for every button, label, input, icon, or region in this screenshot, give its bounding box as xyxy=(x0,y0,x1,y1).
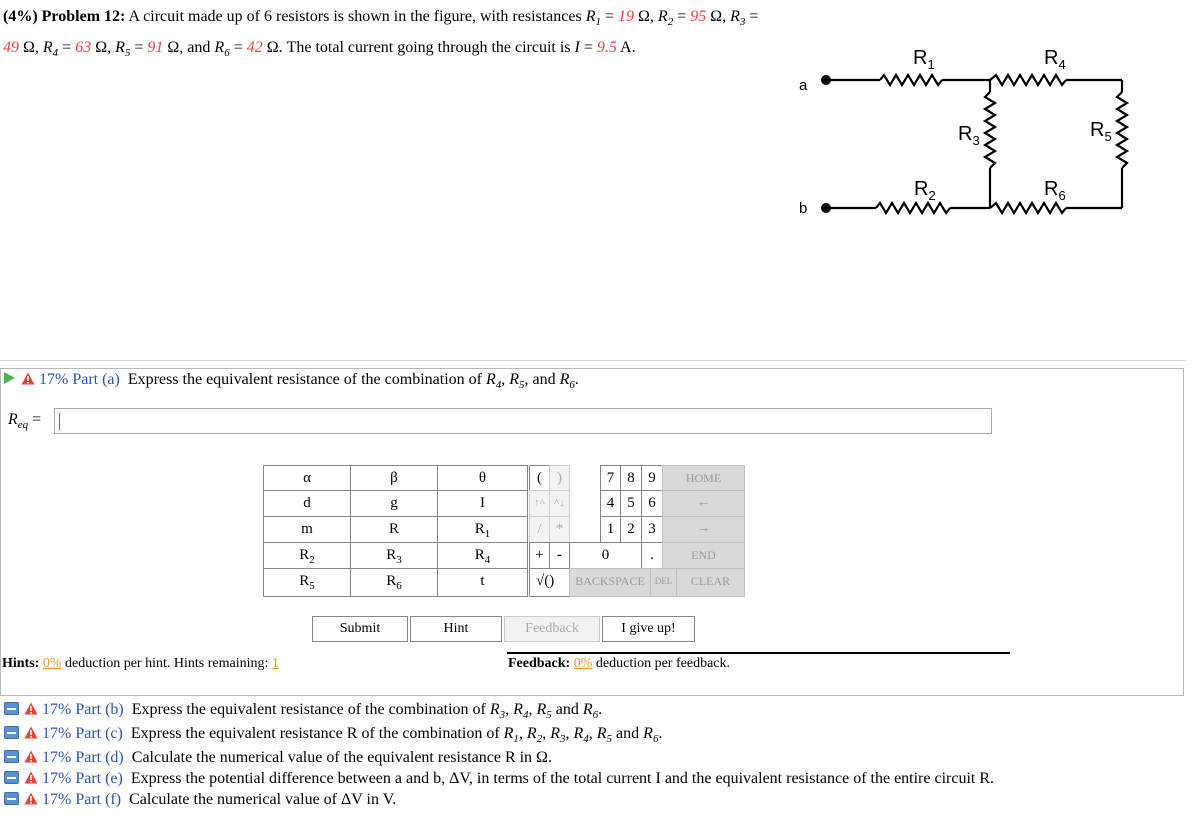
key-3[interactable]: 3 xyxy=(641,516,663,543)
resistor-r4 xyxy=(990,75,1066,85)
r2-value: 95 xyxy=(690,8,707,25)
part-d-header[interactable]: 17% Part (d) Calculate the numerical value of the equivalent resistance R in Ω. xyxy=(4,749,552,767)
key-superscript[interactable]: ↑^ xyxy=(529,490,550,517)
key-plus[interactable]: + xyxy=(529,542,550,569)
key-theta[interactable]: θ xyxy=(437,465,528,491)
collapse-icon[interactable] xyxy=(4,750,19,763)
problem-weight: (4%) xyxy=(3,8,38,25)
key-clear[interactable]: CLEAR xyxy=(676,568,745,597)
text-caret xyxy=(59,413,60,430)
key-home[interactable]: HOME xyxy=(662,465,745,491)
collapse-icon[interactable] xyxy=(4,726,19,739)
part-e-header[interactable]: 17% Part (e) Express the potential difference between a and b, ΔV, in terms of the total current I and the equivalent resistance of the entire circuit R. xyxy=(4,770,994,788)
key-1[interactable]: 1 xyxy=(600,516,621,543)
key-end[interactable]: END xyxy=(662,542,745,569)
node-a-label: a xyxy=(799,77,808,94)
node-b-dot xyxy=(821,203,831,213)
hint-deduction: 0% xyxy=(42,656,62,671)
key-alpha[interactable]: α xyxy=(263,465,351,491)
current-value: 9.5 xyxy=(596,39,617,57)
key-right-arrow[interactable]: → xyxy=(662,516,745,543)
problem-title: Problem 12: xyxy=(41,8,126,25)
key-left-arrow[interactable]: ← xyxy=(662,490,745,517)
collapse-icon[interactable] xyxy=(4,771,19,784)
key-close-paren[interactable]: ) xyxy=(549,465,570,491)
feedback-button[interactable]: Feedback xyxy=(504,616,600,642)
key-R6[interactable]: $R_6$ xyxy=(350,568,438,597)
key-subscript[interactable]: ^↓ xyxy=(549,490,570,517)
key-7[interactable]: 7 xyxy=(600,465,621,491)
feedback-divider xyxy=(507,652,1010,654)
key-9[interactable]: 9 xyxy=(641,465,663,491)
key-minus[interactable]: - xyxy=(549,542,570,569)
hints-info: Hints: 0% deduction per hint. Hints remaining: 1 xyxy=(2,656,279,671)
key-4[interactable]: 4 xyxy=(600,490,621,517)
part-a-header[interactable]: 17% Part (a) Express the equivalent resistance of the combination of $R_4$, $R_5$, and $R_6$. xyxy=(4,371,579,391)
r3-value: 49 xyxy=(3,39,19,57)
warning-icon xyxy=(24,726,38,739)
svg-text:R4: $R_4$ xyxy=(1044,47,1066,72)
circuit-diagram xyxy=(790,42,1140,222)
key-R2[interactable]: $R_2$ xyxy=(263,542,351,569)
key-t[interactable]: t xyxy=(437,568,528,597)
hints-remaining: 1 xyxy=(271,656,279,671)
warning-icon xyxy=(24,771,38,784)
keypad-spacer xyxy=(569,490,601,517)
problem-statement: (4%) Problem 12: A circuit made up of 6 resistors is shown in the figure, with resistances $R_1 = 19$ Ω, $R_2 = 95$ Ω, $R_3 = 49$ Ω, $R_4 = 63$ Ω, $R_5 = 91$ Ω, and $R_6 = 42$ Ω. The total current going through the circuit is I = 9.5 A. xyxy=(3,8,759,60)
r5-value: 91 xyxy=(147,39,164,57)
key-R5[interactable]: $R_5$ xyxy=(263,568,351,597)
key-I[interactable]: I xyxy=(437,490,528,517)
key-multiply[interactable]: * xyxy=(549,516,570,543)
svg-text:R1: $R_1$ xyxy=(913,47,935,72)
warning-icon xyxy=(24,750,38,763)
resistor-r6 xyxy=(990,203,1066,213)
svg-text:R5: $R_5$ xyxy=(1090,119,1112,144)
node-a-dot xyxy=(821,75,831,85)
give-up-button[interactable]: I give up! xyxy=(602,616,695,642)
key-R[interactable]: R xyxy=(350,516,438,543)
key-R3[interactable]: $R_3$ xyxy=(350,542,438,569)
key-backspace[interactable]: BACKSPACE xyxy=(569,568,651,597)
svg-text:R2: $R_2$ xyxy=(914,178,936,203)
feedback-info: Feedback: 0% deduction per feedback. xyxy=(508,656,730,671)
warning-icon xyxy=(24,792,38,805)
collapse-icon[interactable] xyxy=(4,792,19,805)
submit-button[interactable]: Submit xyxy=(312,616,408,642)
key-R4[interactable]: $R_4$ xyxy=(437,542,528,569)
part-f-header[interactable]: 17% Part (f) Calculate the numerical value of ΔV in V. xyxy=(4,791,396,809)
collapse-icon[interactable] xyxy=(4,702,19,715)
part-c-header[interactable]: 17% Part (c) Express the equivalent resistance R of the combination of $R_1$, $R_2$, $R_3$, $R_4$, $R_5$ and $R_6$. xyxy=(4,725,662,745)
answer-input[interactable] xyxy=(54,408,992,434)
key-2[interactable]: 2 xyxy=(620,516,642,543)
resistor-r1 xyxy=(880,75,942,85)
resistor-r3 xyxy=(985,92,995,168)
expand-triangle-icon[interactable] xyxy=(4,372,15,384)
key-R1[interactable]: $R_1$ xyxy=(437,516,528,543)
svg-text:R6: $R_6$ xyxy=(1044,178,1066,203)
r4-value: 63 xyxy=(75,39,92,57)
key-sqrt[interactable]: √() xyxy=(529,568,570,597)
key-divide[interactable]: / xyxy=(529,516,550,543)
key-6[interactable]: 6 xyxy=(641,490,663,517)
key-open-paren[interactable]: ( xyxy=(529,465,550,491)
svg-text:R3: $R_3$ xyxy=(958,123,980,148)
key-8[interactable]: 8 xyxy=(620,465,642,491)
key-d[interactable]: d xyxy=(263,490,351,517)
key-beta[interactable]: β xyxy=(350,465,438,491)
warning-icon xyxy=(21,372,35,385)
key-decimal[interactable]: . xyxy=(641,542,663,569)
warning-icon xyxy=(24,702,38,715)
r1-value: 19 xyxy=(618,8,635,25)
key-del[interactable]: DEL xyxy=(650,568,677,597)
key-0[interactable]: 0 xyxy=(569,542,642,569)
total-current-text: The total current going through the circuit is xyxy=(286,39,571,57)
problem-intro: A circuit made up of 6 resistors is shown in the figure, with resistances xyxy=(128,8,582,25)
part-b-header[interactable]: 17% Part (b) Express the equivalent resistance of the combination of $R_3$, $R_4$, $R_5$ and $R_6$. xyxy=(4,701,602,721)
key-5[interactable]: 5 xyxy=(620,490,642,517)
r6-value: 42 xyxy=(246,39,263,57)
answer-label: $R_{eq}$ = xyxy=(8,411,42,432)
feedback-deduction: 0% xyxy=(573,656,593,671)
hint-button[interactable]: Hint xyxy=(410,616,502,642)
node-b-label: b xyxy=(799,200,808,217)
resistor-r2 xyxy=(876,203,950,213)
key-m[interactable]: m xyxy=(263,516,351,543)
resistor-r5 xyxy=(1117,92,1127,168)
key-g[interactable]: g xyxy=(350,490,438,517)
section-divider xyxy=(0,360,1186,361)
